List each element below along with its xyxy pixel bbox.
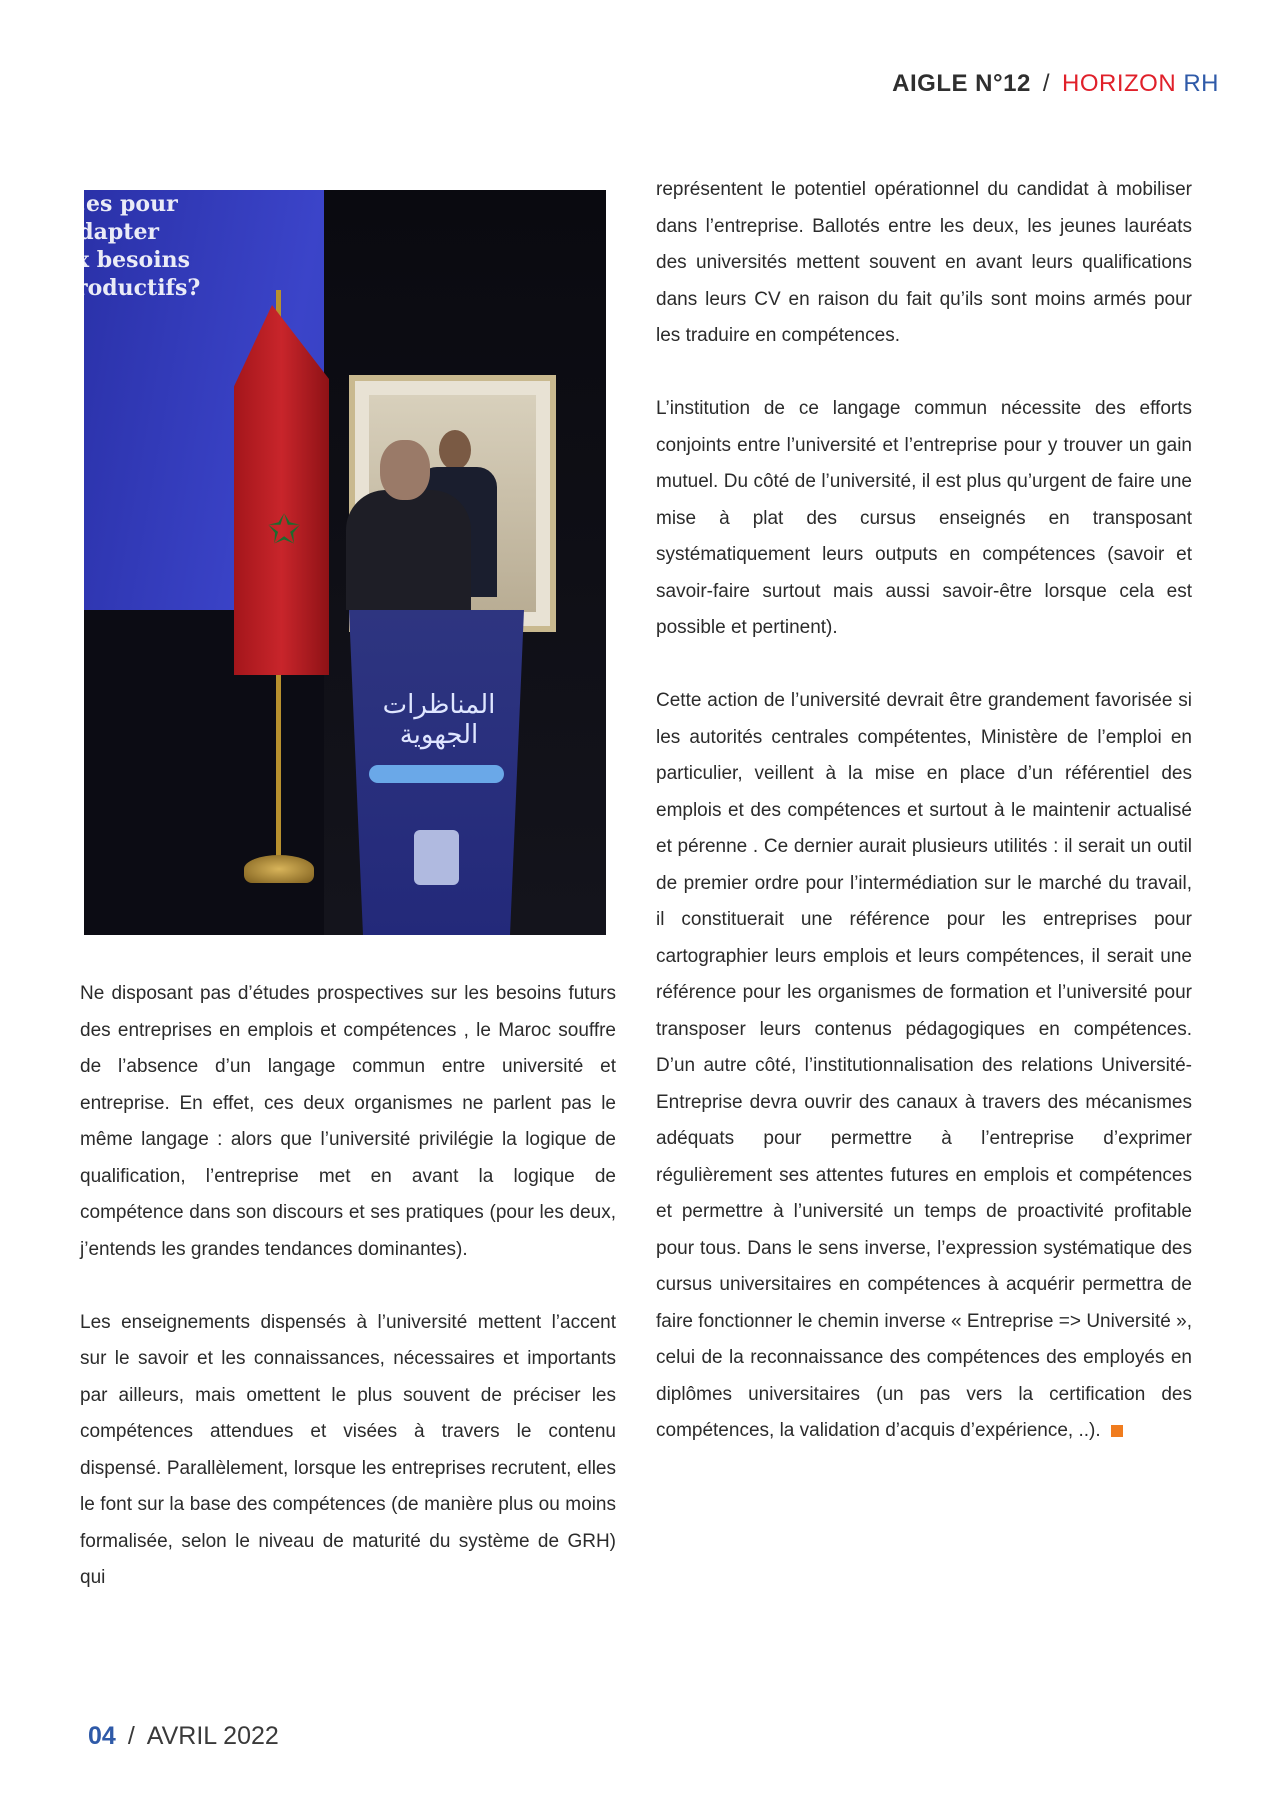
issue-number: AIGLE N°12 [892,70,1031,97]
article-paragraph-final [656,683,1192,1450]
issue-date: AVRIL 2022 [146,1722,279,1750]
section-name-horizon: HORIZON [1061,70,1177,97]
conference-photo [64,190,606,935]
portrait-figure-head [439,430,471,470]
article-paragraph: L’institution de ce langage commun nécessite des efforts conjoints entre l’université et l’entreprise pour y trouver un gain mutuel. Du côté de l’université, il est plus qu’urgent de faire une mise à plat des cursus enseignés en transposant systématiquement leurs outputs en compétences (savoir et savoir-faire surtout mais aussi savoir-être lorsque cela est possible et pertinent). [656,398,1192,638]
issue-header [892,70,1219,98]
flag-star-icon: ✩ [267,508,301,552]
podium-logo [414,830,459,885]
moroccan-flag [234,305,329,675]
article-right-column [656,172,1192,1450]
projection-screen-text: …es pour adapter x besoins roductifs? [64,191,201,301]
podium-ribbon [369,765,504,783]
final-paragraph-text: Cette action de l’université devrait être grandement favorisée si les autorités centrales compétentes, Ministère de l’emploi en particulier, veillent à la mise en place d’un référentiel des emplois et des compétences et surtout à le maintenir actualisé et pérenne . Ce dernier aurait plusieurs utilités : il serait un outil de premier ordre pour l’intermédiation sur le marché du travail, il constituerait une référence pour les entreprises pour cartographier leurs emplois et leurs compétences, il serait une référence pour les organismes de formation et l’université pour transposer leurs contenus pédagogiques en compétences. D’un autre côté, l’institutionnalisation des relations Université-Entreprise devra ouvrir des canaux à travers des mécanismes adéquats pour permettre à l’entreprise d’exprimer régulièrement ses attentes futures en emplois et compétences et permettre à l’université un temps de proactivité profitable pour tous. Dans le sens inverse, l’expression systématique des cursus universitaires en compétences à acquérir permettra de faire fonctionner le chemin inverse « Entreprise => Université », celui de la reconnaissance des compétences des employés en diplômes universitaires (un pas vers la certification des compétences, la validation d’acquis d’expérience, ..). [656,690,1192,1441]
page-number: 04 [88,1722,116,1750]
article-paragraph: représentent le potentiel opérationnel du candidat à mobiliser dans l’entreprise. Ballotés entre les deux, les jeunes lauréats des universités mettent souvent en avant leurs qualifications dans leurs CV en raison du fait qu’ils sont moins armés pour les traduire en compétences. [656,179,1192,346]
article-left-column [80,976,616,1597]
section-name-rh: RH [1183,70,1219,97]
article-end-mark-icon [1111,1425,1123,1437]
page-footer [88,1722,279,1751]
flag-pole-base [244,855,314,883]
article-paragraph: Les enseignements dispensés à l’université mettent l’accent sur le savoir et les connaissances, nécessaires et importants par ailleurs, mais omettent le plus souvent de préciser les compétences attendues et visées à travers le contenu dispensé. Parallèlement, lorsque les entreprises recrutent, elles le font sur la base des compétences (de manière plus ou moins formalisée, selon le niveau de maturité du système de GRH) qui [80,1311,616,1588]
speaker-body [346,490,471,610]
footer-separator: / [127,1722,135,1750]
article-paragraph: Ne disposant pas d’études prospectives sur les besoins futurs des entreprises en emplois et compétences , le Maroc souffre de l’absence d’un langage commun entre université et entreprise. En effet, ces deux organismes ne parlent pas le même langage : alors que l’université privilégie la logique de qualification, l’entreprise met en avant la logique de compétence dans son discours et ses pratiques (pour les deux, j’entends les grandes tendances dominantes). [80,983,616,1260]
speaker-head [380,440,430,500]
podium-banner-text: المناظرات الجهوية [382,690,496,750]
header-separator: / [1042,70,1050,97]
